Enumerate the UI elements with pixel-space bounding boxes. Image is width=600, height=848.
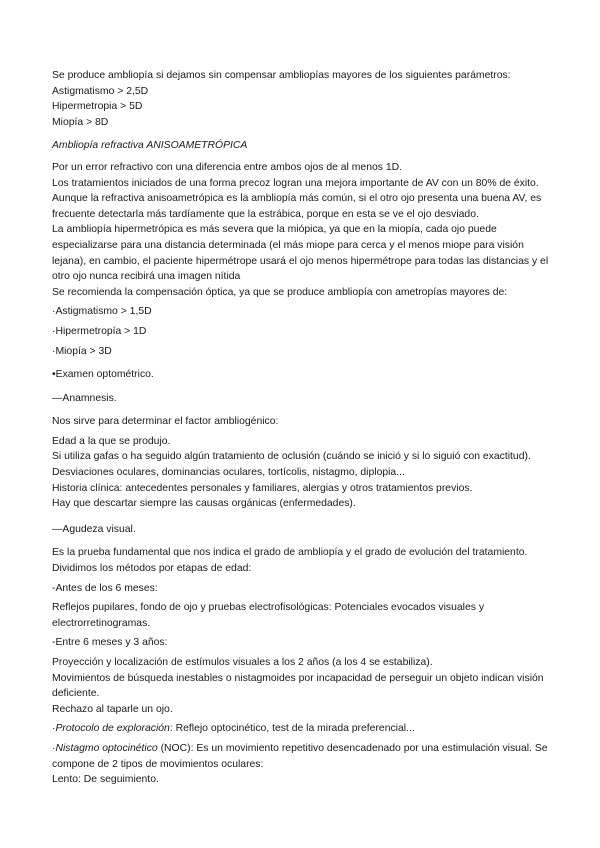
protocolo-line <box>52 721 552 737</box>
intro-list-item: Miopía > 8D <box>52 116 109 128</box>
protocolo-text: : Reflejo optocinético, test de la mirada preferencial... <box>169 723 415 735</box>
anamnesis-item: Si utiliza gafas o ha seguido algún tratamiento de oclusión (cuándo se inició y si lo siguió con exactitud). <box>52 451 531 463</box>
nistagmo-text: (NOC): Es un movimiento repetitivo desencadenado por una estimulación visual. Se compone de 2 tipos de movimientos oculares: <box>52 742 551 770</box>
nistagmo-label: ·Nistagmo optocinético <box>52 742 158 754</box>
agudeza-intro: Es la prueba fundamental que nos indica el grado de ambliopía y el grado de evolución del tratamiento. <box>52 547 528 559</box>
stage-item: Movimientos de búsqueda inestables o nistagmoides por incapacidad de perseguir un objeto indican visión deficiente. <box>52 672 547 700</box>
aniso-list-item: ·Miopía > 3D <box>52 345 112 357</box>
intro-list-item: Hipermetropia > 5D <box>52 101 143 113</box>
intro-text: Se produce ambliopía si dejamos sin compensar ambliopías mayores de los siguientes parámetros: <box>52 70 511 81</box>
anamnesis-intro: Nos sirve para determinar el factor ambliogénico: <box>52 416 279 428</box>
anamnesis-item: Historia clínica: antecedentes personales y familiares, alergias y otros tratamientos previos. <box>52 482 473 494</box>
paragraph: Por un error refractivo con una diferencia entre ambos ojos de al menos 1D. <box>52 161 402 173</box>
paragraph: Los tratamientos iniciados de una forma precoz logran una mejora importante de AV con un 80% de éxito. <box>52 177 539 189</box>
anamnesis-item: Desviaciones oculares, dominancias oculares, tortícolis, nistagmo, diplopia... <box>52 467 405 479</box>
paragraph: Aunque la refractiva anisoametrópica es la ambliopía más común, si el otro ojo presenta una buena AV, es frecuente detectarla más tardíamente que la estrábica, porque en esta se ve el ojo desviado. <box>52 193 545 220</box>
protocolo-label: ·Protocolo de exploración <box>52 723 170 735</box>
document-page <box>52 68 552 788</box>
stage-text: Reflejos pupilares, fondo de ojo y pruebas electrofisológicas: Potenciales evocados visuales y electrorretinogramas. <box>52 602 487 629</box>
aniso-list-item: ·Hipermetropía > 1D <box>52 325 147 337</box>
aniso-list-item: ·Astigmatismo > 1,5D <box>52 306 152 318</box>
nistagmo-line <box>52 741 552 772</box>
stage-heading: -Antes de los 6 meses: <box>52 582 158 594</box>
stage-item: Rechazo al taparle un ojo. <box>52 703 173 715</box>
anamnesis-item: Hay que descartar siempre las causas orgánicas (enfermedades). <box>52 498 356 510</box>
section-heading-anisometropic: Ambliopía refractiva ANISOAMETRÓPICA <box>52 140 248 152</box>
anamnesis-heading: —Anamnesis. <box>52 392 117 404</box>
paragraph: La ambliopía hipermetrópica es más severa que la miópica, ya que en la miopía, cada ojo puede especializarse para una distancia determinada (el más miope para cerca y el menos miope para visión lejana), en cambio, el paciente hipermétrope usará el ojo menos hipermétrope para todas las distancias y el otro ojo nunca recibirá una imagen nítida <box>52 224 552 283</box>
intro-list-item: Astigmatismo > 2,5D <box>52 85 149 97</box>
agudeza-heading: —Agudeza visual. <box>52 523 136 535</box>
stage-heading: -Entre 6 meses y 3 años: <box>52 637 168 649</box>
lento-text: Lento: De seguimiento. <box>52 774 159 786</box>
exam-heading: •Examen optométrico. <box>52 369 154 381</box>
stage-item: Proyección y localización de estímulos visuales a los 2 años (a los 4 se estabiliza). <box>52 657 433 668</box>
paragraph: Se recomienda la compensación óptica, ya que se produce ambliopía con ametropías mayores de: <box>52 286 508 298</box>
agudeza-methods: Dividimos los métodos por etapas de edad: <box>52 563 252 575</box>
anamnesis-item: Edad a la que se produjo. <box>52 435 171 447</box>
